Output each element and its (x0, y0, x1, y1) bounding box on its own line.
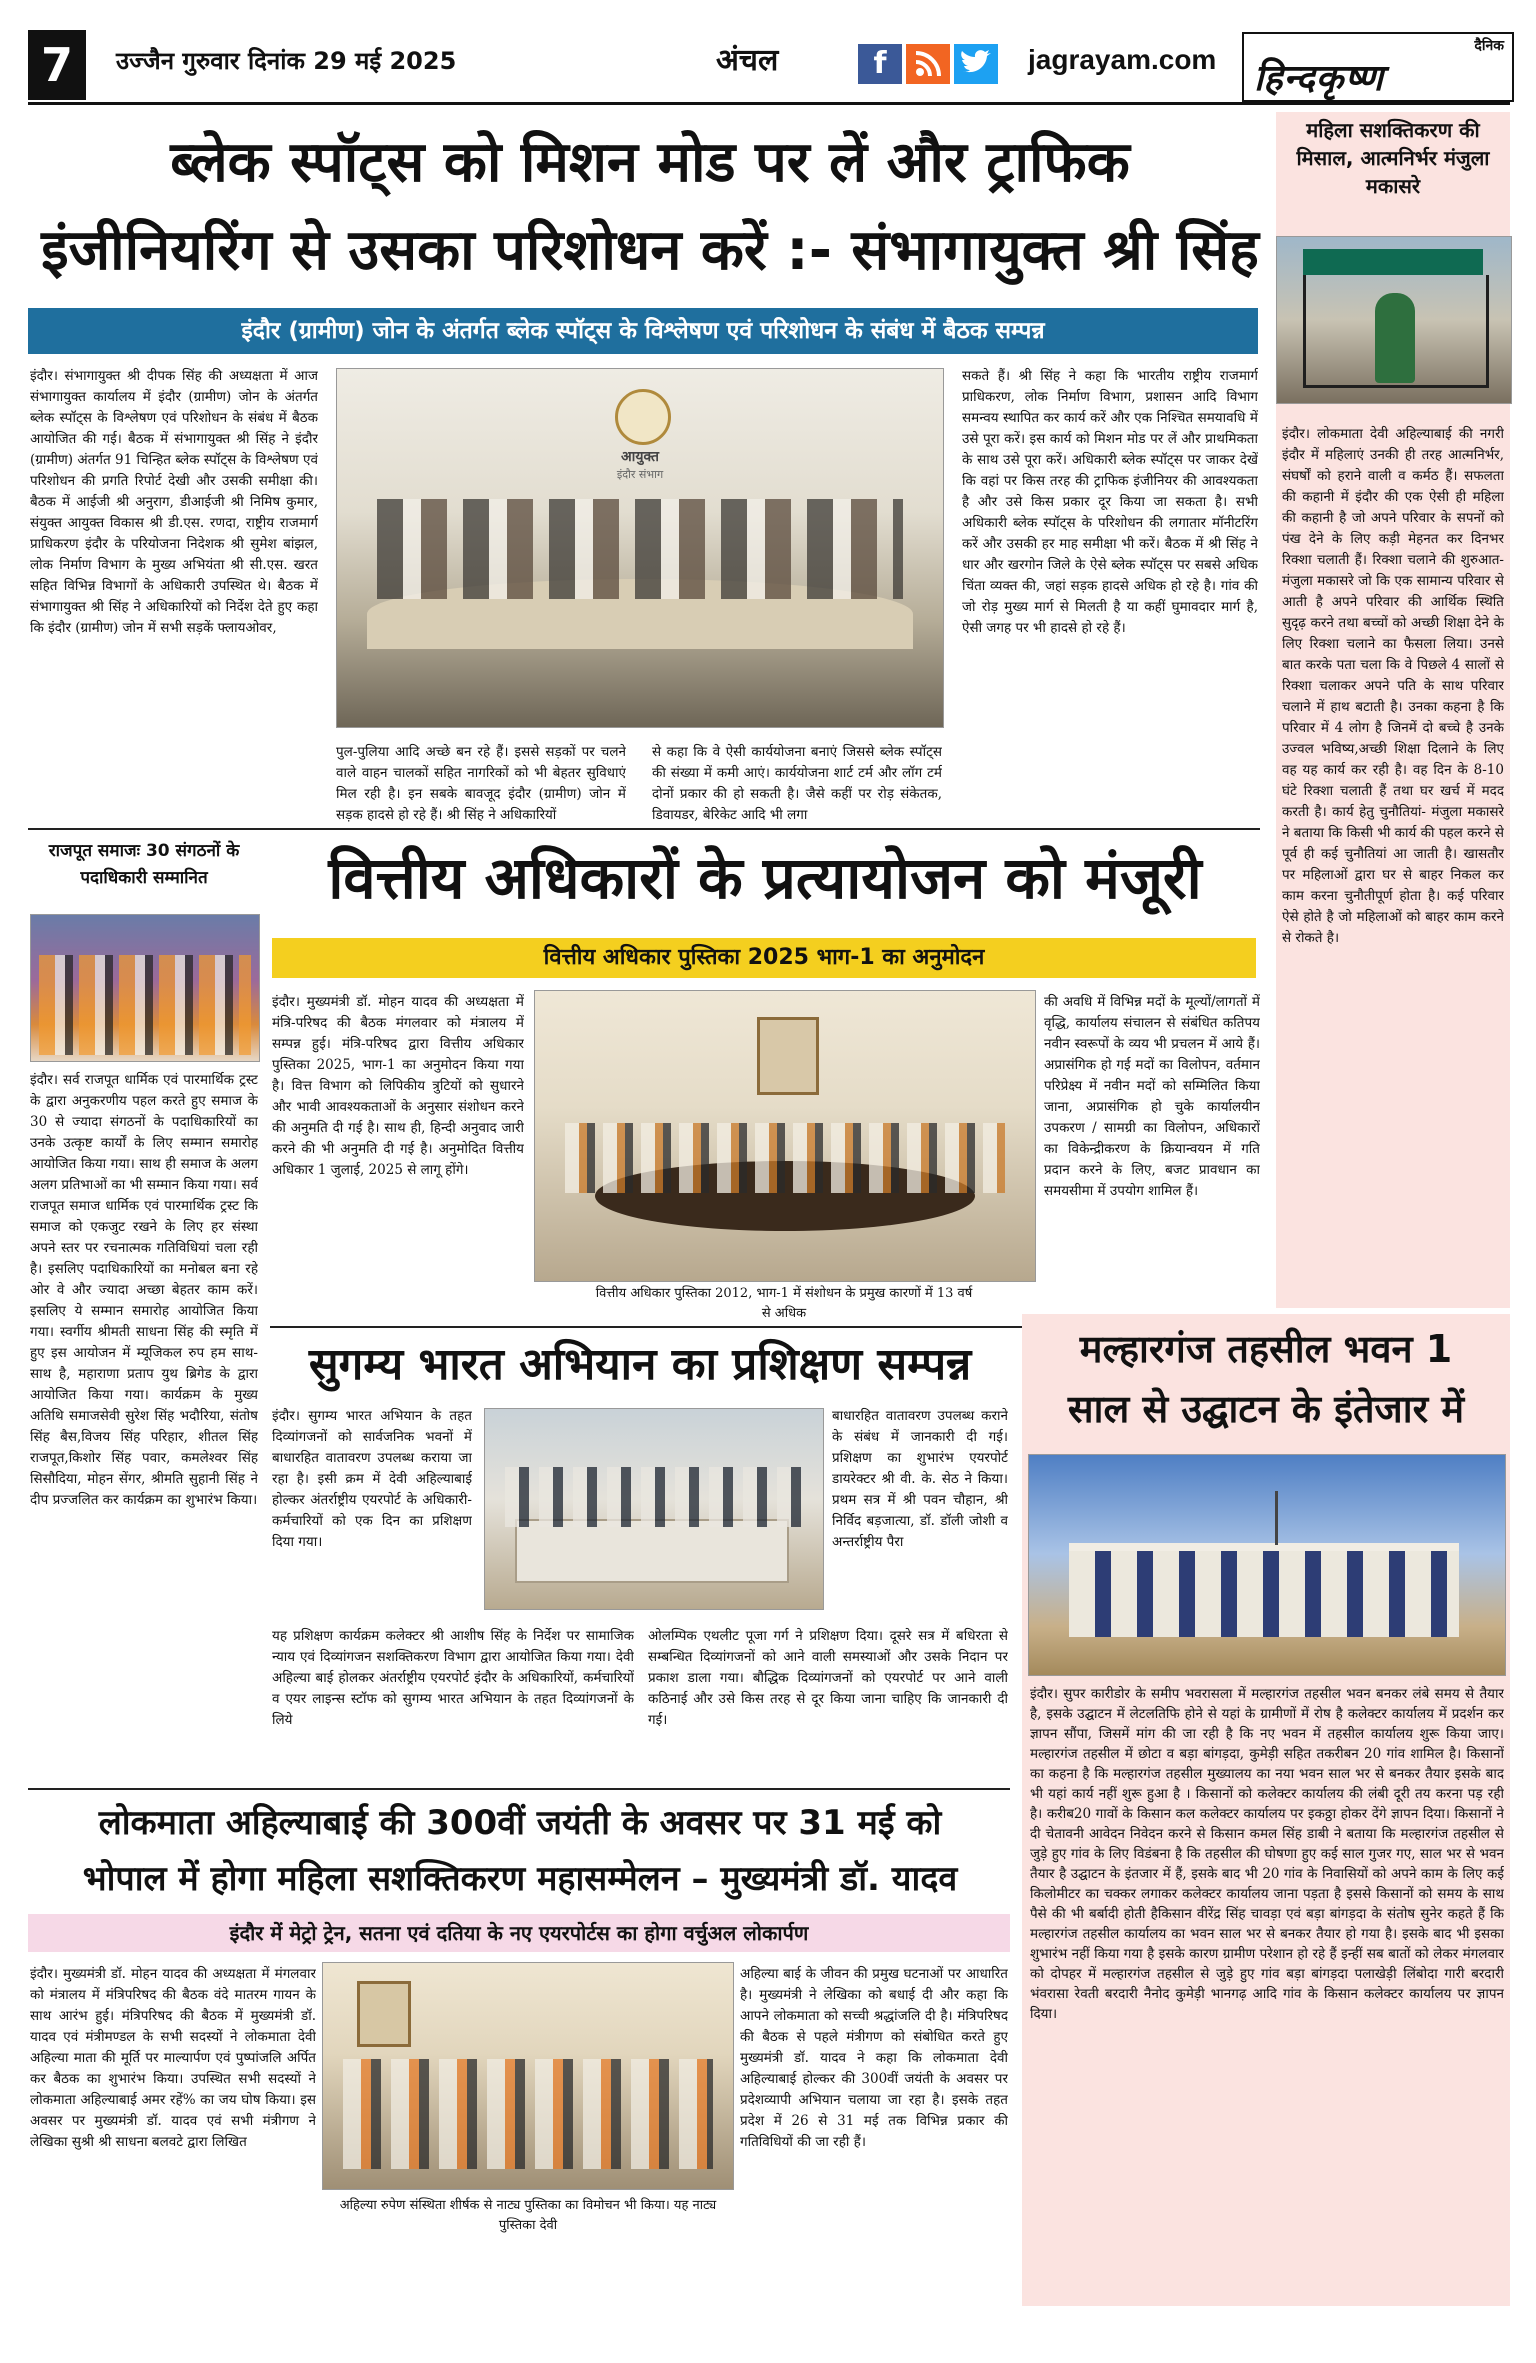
photo-sign: आयुक्त (621, 449, 659, 465)
finance-col-1: इंदौर। मुख्यमंत्री डॉ. मोहन यादव की अध्यक्षता में मंत्रि-परिषद की बैठक मंगलवार को मंत्रालय में सम्पन्न हुई। मंत्रि-परिषद द्वारा वित्तीय अधिकार पुस्तिका 2025, भाग-1 का अनुमोदन किया गया है। वित्त विभाग को लिपिकीय त्रुटियों को सुधारने और भावी आवश्यकताओं के अनुसार संशोधन करने की अनुमति दी गई है। साथ ही, हिन्दी अनुवाद जारी करने की भी अनुमति दी गई है। अनुमोदित वित्तीय अधिकार 1 जुलाई, 2025 से लागू होंगे। (272, 994, 524, 1178)
ahilya-headline-2: भोपाल में होगा महिला सशक्तिकरण महासम्मेलन – मुख्यमंत्री डॉ. यादव (82, 1859, 958, 1899)
facebook-icon[interactable]: f (858, 44, 902, 84)
emblem-icon (615, 389, 671, 445)
finance-subhead: वित्तीय अधिकार पुस्तिका 2025 भाग-1 का अनुमोदन (272, 938, 1256, 978)
lead-col-4: सकते हैं। श्री सिंह ने कहा कि भारतीय राष्ट्रीय राजमार्ग प्राधिकरण, लोक निर्माण विभाग, प्रशासन आदि विभाग समन्वय स्थापित कर कार्य करें और एक निश्चित समयावधि में उसे पूरा करें। इस कार्य को मिशन मोड पर लें और प्राथमिकता के साथ उसे पूरा करें। अधिकारी ब्लेक स्पॉट्स पर जाकर देखें कि वहां पर किस तरह की ट्राफिक इंजीनियर की आवश्यकता है और उसे किस प्रकार दूर किया जा सकता है। सभी अधिकारी ब्लेक स्पॉट्स के परिशोधन की लगातार मॉनीटरिंग करें और उसकी हर माह समीक्षा भी करें। बैठक में श्री सिंह ने धार और खरगोन जिले के ऐसे ब्लेक स्पॉट्स पर सबसे अधिक चिंता व्यक्त की, जहां सड़क हादसे अधिक हो रहे है। गांव की जो रोड़ मुख्य मार्ग से मिलती है या कहीं घुमावदार मार्ग है, ऐसी जगह पर भी हादसे हो रहे हैं। (962, 368, 1258, 636)
dateline: उज्जैन गुरुवार दिनांक 29 मई 2025 (116, 47, 457, 75)
flag-pole (1275, 1491, 1278, 1545)
sugamya-photo (484, 1408, 824, 1610)
section-name: अंचल (716, 43, 779, 78)
paper-logo-top: दैनिक (1474, 38, 1504, 54)
sugamya-headline: सुगम्य भारत अभियान का प्रशिक्षण सम्पन्न (308, 1339, 972, 1390)
rajput-body: इंदौर। सर्व राजपूत धार्मिक एवं पारमार्थिक ट्रस्ट के द्वारा अनुकरणीय पहल करते हुए समाज के 30 से ज्यादा संगठनों के पदाधिकारियों का उनके उत्कृष्ट कार्यों के लिए सम्मान समारोह आयोजित किया गया। साथ ही समाज के अलग अलग प्रतिभाओं का भी सम्मान किया गया। सर्व राजपूत समाज धार्मिक एवं पारमार्थिक ट्रस्ट कि समाज को एकजुट रखने के लिए हर संस्था अपने स्तर पर रचनात्मक गतिविधियां चला रही है। इसलिए पदाधिकारियों का मनोबल बना रहे ओर वे और ज्यादा अच्छा बेहतर काम करें। इसलिए ये सम्मान समारोह आयोजित किया गया। स्वर्गीय श्रीमती साधना सिंह की स्मृति में हुए इस आयोजन में म्यूजिकल रुप हम साथ-साथ है, महाराणा प्रताप युथ ब्रिगेड के द्वारा आयोजित किया गया। कार्यक्रम के मुख्य अतिथि समाजसेवी सुरेश सिंह भदौरिया, संतोष सिंह बैस,विजय सिंह परिहार, शीतल सिंह राजपूत,किशोर सिंह पवार, कमलेश्वर सिंह सिसौदिया, मोहन सेंगर, श्रीमति सुहानी सिंह ने दीप प्रज्जलित कर कार्यक्रम का शुभारंभ किया। (30, 1072, 258, 1508)
ahilya-people (343, 2059, 713, 2169)
ahilya-headline-1: लोकमाता अहिल्याबाई की 300वीं जयंती के अवसर पर 31 मई को (98, 1803, 942, 1843)
photo-sign-sub: इंदौर संभाग (616, 468, 664, 481)
finance-caption: वित्तीय अधिकार पुस्तिका 2012, भाग-1 में संशोधन के प्रमुख कारणों में 13 वर्ष से अधिक (595, 1286, 973, 1321)
sugamya-col-3: बाधारहित वातावरण उपलब्ध कराने के संबंध में जानकारी दी गई। प्रशिक्षण का शुभारंभ एयरपोर्ट डायरेक्टर श्री वी. के. सेठ ने किया। प्रथम सत्र में श्री पवन चौहान, श्री निर्विद बड़जात्या, डॉ. डॉली जोशी व अन्तर्राष्ट्रीय पैरा (832, 1408, 1008, 1550)
page-number: 7 (28, 30, 86, 100)
sidebar-women-title: महिला सशक्तिकरण की मिसाल, आत्मनिर्भर मंजुला मकासरे (1296, 118, 1490, 198)
malhar-body: इंदौर। सुपर कारीडोर के समीप भवरासला में मल्हारगंज तहसील भवन बनकर लंबे समय से तैयार है, इसके उद्घाटन में लेटलतिफि होने से यहां के ग्रामीणों में रोष है कलेक्टर कार्यालय में प्रदर्शन कर ज्ञापन सौंपा, जिसमें मांग की जा रही है कि नए भवन में तहसील कार्यालय शुरू किया जाए। मल्हारगंज तहसील में छोटा व बड़ा बांगड़दा, कुमेड़ी सहित तकरीबन 20 गांव शामिल है। किसानों का कहना है कि मल्हारगंज तहसील मुख्यालय का नया भवन साल भर से बनकर तैयार इसके बाद भी यहां कार्य नहीं शुरू हुआ है । किसानों को कलेक्टर कार्यालय की लंबी दूरी तय करना पड़ रही है। करीब20 गावों के किसान कल कलेक्टर कार्यालय पर इकठ्ठा होकर देंगे ज्ञापन दिया। किसानों ने दी चेतावनी आवेदन निवेदन करने से किसान कमल सिंह डाबी ने बताया कि मल्हारगंज तहसील से जुड़े हुए गांव के लिए विडंबना है कि तहसील की घोषणा हुए कई साल गुजर गए, साल भर से भवन तैयार है उद्घाटन के इंतजार में हैं, इसके बाद भी 20 गांव के निवासियों को अपने काम के लिए कई किलोमीटर का चक्कर लगाकर कलेक्टर कार्यालय जाना पड़ता है इससे किसानों को समय के साथ पैसे की भी बर्बादी होती हैकिसान वीरेंद्र सिंह चावड़ा एवं बड़ा बांगड़दा के संतोष सुनेर कहते हैं कि मल्हारगंज तहसील कार्यालय का भवन साल भर से बनकर तैयार हो गया है। इसके बाद भी इसका शुभारंभ नहीं किया गया है इसके कारण ग्रामीण परेशान हो रहे हैं इन्हीं सब बातों को लेकर मंगलवार को दोपहर में मल्हारगंज तहसील से जुड़े हुए गांव बड़ा बांगड़दा पलाखेड़ी लिंबोदा गारी बरदारी भंवरासा रेवती बरदारी नैनोद कुमेड़ी भानगढ़ आदि गांव के किसान कलेक्टर कार्यालय पर ज्ञापन दिया। (1030, 1686, 1504, 2022)
finance-photo (534, 990, 1036, 1282)
lead-col-1: इंदौर। संभागायुक्त श्री दीपक सिंह की अध्यक्षता में आज संभागायुक्त कार्यालय में इंदौर (ग्रामीण) जोन के अंतर्गत ब्लेक स्पॉट्स के विश्लेषण एवं परिशोधन के संबंध में बैठक आयोजित की गई। बैठक में संभागायुक्त श्री सिंह ने इंदौर (ग्रामीण) अंतर्गत 91 चिन्हित ब्लेक स्पॉट्स के विश्लेषण एवं परिशोधन की प्रगति रिपोर्ट देखी और उसकी समीक्षा की। बैठक में आईजी श्री अनुराग, डीआईजी श्री निमिष कुमार, संयुक्त आयुक्त विकास श्री डी.एस. रणदा, राष्ट्रीय राजमार्ग प्राधिकरण इंदौर के परियोजना निदेशक श्री सुमेश बांझल, लोक निर्माण विभाग के मुख्य अभियंता श्री सी.एस. खरत सहित विभिन्न विभागों के अधिकारी उपस्थित थे। बैठक में संभागायुक्त श्री सिंह ने अधिकारियों को निर्देश देते हुए कहा कि इंदौर (ग्रामीण) जोन में सभी सड़कें फ्लायओवर, (30, 368, 318, 636)
lead-photo (336, 368, 944, 728)
lead-headline-2: इंजीनियरिंग से उसका परिशोधन करें :- संभागायुक्त श्री सिंह (41, 218, 1259, 283)
malhar-box (1022, 1314, 1510, 2306)
sidebar-women (1276, 112, 1510, 1308)
divider (28, 1788, 1010, 1790)
tahsil-building (1069, 1543, 1459, 1637)
lead-subhead: इंदौर (ग्रामीण) जोन के अंतर्गत ब्लेक स्पॉट्स के विश्लेषण एवं परिशोधन के संबंध में बैठक सम्पन्न (28, 308, 1258, 354)
finance-col-3: की अवधि में विभिन्न मदों के मूल्यों/लागतों में वृद्धि, कार्यालय संचालन से संबंधित कतिपय नवीन स्वरूपों के व्यय भी प्रचलन में आये हैं। अप्रासंगिक हो गई मदों का विलोपन, वर्तमान परिप्रेक्ष्य में नवीन मदों को सम्मिलित किया जाना, अप्रासंगिक हो चुके कार्यालयीन उपकरण / सामग्री का विलोपन, अधिकारों का विकेन्द्रीकरण के क्रियान्वयन में गति प्रदान करने के लिए, बजट प्रावधान का समयसीमा में उपयोग शामिल हैं। (1044, 994, 1260, 1199)
portrait-frame (757, 1017, 819, 1095)
portrait-frame (357, 1981, 411, 2047)
lead-col-3: से कहा कि वे ऐसी कार्ययोजना बनाएं जिससे ब्लेक स्पॉट्स की संख्या में कमी आएं। कार्ययोजना शार्ट टर्म और लॉग टर्म दोनों प्रकार की हो सकती है। जैसे कहीं पर रोड़ संकेतक, डिवायडर, बेरिकेट आदि भी लगा (652, 744, 942, 823)
sugamya-col-1: इंदौर। सुगम्य भारत अभियान के तहत दिव्यांगजनों को सार्वजनिक भवनों में बाधारहित वातावरण उपलब्ध कराया जा रहा है। इसी क्रम में देवी अहिल्याबाई होल्कर अंतर्राष्ट्रीय एयरपोर्ट के अधिकारी-कर्मचारियों को एक दिन का प्रशिक्षण दिया गया। (272, 1408, 472, 1550)
training-people (505, 1467, 805, 1527)
meeting-people (377, 499, 903, 599)
sugamya-col-right-bottom: ओलम्पिक एथलीट पूजा गर्ग ने प्रशिक्षण दिया। दूसरे सत्र में बधिरता से सम्बन्धित दिव्यांगजनों को आने वाली समस्याओं और उसके निदान पर प्रकाश डाला गया। बौद्धिक दिव्यांगजनों को एयरपोर्ट पर आने वाली कठिनाई और उसे किस तरह से दूर किया जाना चाहिए कि जानकारी दी गई। (648, 1628, 1008, 1728)
rajput-people (39, 955, 251, 1055)
lead-col-2: पुल-पुलिया आदि अच्छे बन रहे हैं। इससे सड़कों पर चलने वाले वाहन चालकों सहित नागरिकों को भी बेहतर सुविधाएं मिल रही है। इन सबके बावजूद इंदौर (ग्रामीण) जोन में सड़क हादसे हो रहे हैं। श्री सिंह ने अधिकारियों (336, 744, 626, 823)
ahilya-col-3: अहिल्या बाई के जीवन की प्रमुख घटनाओं पर आधारित है। मुख्यमंत्री ने लेखिका को बधाई दी और कहा कि आपने लोकमाता को सच्ची श्रद्धांजलि दी है। मंत्रिपरिषद की बैठक से पहले मंत्रीगण को संबोधित करते हुए मुख्यमंत्री डॉ. यादव ने कहा कि लोकमाता देवी अहिल्याबाई होल्कर की 300वीं जयंती के अवसर पर प्रदेशव्यापी अभियान चलाया जा रहा है। इसके तहत प्रदेश में 26 से 31 मई तक विभिन्न प्रकार की गतिविधियों की जा रही हैं। (740, 1966, 1008, 2150)
malhar-photo (1028, 1454, 1506, 1676)
malhar-headline-1: मल्हारगंज तहसील भवन 1 (1079, 1327, 1453, 1371)
ahilya-caption: अहिल्या रुपेण संस्थिता शीर्षक से नाट्य पुस्तिका का विमोचन भी किया। यह नाट्य पुस्तिका देवी (339, 2198, 717, 2233)
ahilya-photo (322, 1962, 734, 2190)
paper-logo-name: हिन्दकृष्ण (1254, 58, 1384, 99)
ahilya-col-1: इंदौर। मुख्यमंत्री डॉ. मोहन यादव की अध्यक्षता में मंगलवार को मंत्रालय में मंत्रिपरिषद की बैठक वंदे मातरम गायन के साथ आरंभ हुई। मंत्रिपरिषद की बैठक में मुख्यमंत्री डॉ. यादव एवं मंत्रीमण्डल के सभी सदस्यों ने लोकमाता देवी अहिल्या माता की मूर्ति पर माल्यार्पण एवं पुष्पांजलि अर्पित कर बैठक का शुभारंभ किया। उपस्थित सभी सदस्यों ने लोकमाता अहिल्याबाई अमर रहें% का जय घोष किया। इस अवसर पर मुख्यमंत्री डॉ. यादव एवं सभी मंत्रीगण ने लेखिका सुश्री श्री साधना बलवटे द्वारा लिखित (30, 1966, 316, 2150)
twitter-icon[interactable] (954, 44, 998, 84)
sugamya-col-left-bottom: यह प्रशिक्षण कार्यक्रम कलेक्टर श्री आशीष सिंह के निर्देश पर सामाजिक न्याय एवं दिव्यांगजन सशक्तिकरण विभाग द्वारा आयोजित किया गया। देवी अहिल्या बाई होलकर अंतर्राष्ट्रीय एयरपोर्ट इंदौर के अधिकारियों, कर्मचारियों व एयर लाइन्स स्टॉफ को सुगम्य भारत अभियान के तहत दिव्यांगजनों के लिये (272, 1628, 634, 1728)
training-table (515, 1519, 789, 1583)
website[interactable]: jagrayam.com (1028, 44, 1217, 75)
malhar-headline-2: साल से उद्घाटन के इंतेजार में (1067, 1387, 1465, 1431)
divider (28, 828, 1260, 830)
paper-logo (1242, 32, 1514, 102)
masthead (28, 30, 1510, 105)
sidebar-women-body: इंदौर। लोकमाता देवी अहिल्याबाई की नगरी इंदौर में महिलाएं उनकी ही तरह आत्मनिर्भर, संघर्षों को हराने वाली व कर्मठ हैं। सफलता की कहानी में इंदौर की एक ऐसी ही महिला की कहानी है जो अपने परिवार के सपनों को पंख देने के लिए कड़ी मेहनत कर दिनभर रिक्शा चलाती हैं। रिक्शा चलाने की शुरुआत- मंजुला मकासरे जो कि एक सामान्य परिवार से आती है अपने परिवार की आर्थिक स्थिति सुदृढ़ करने तथा बच्चों को अच्छी शिक्षा देने के लिए रिक्शा चलाने का फैसला लिया। उनसे बात करके पता चला कि वे पिछले 4 सालों से रिक्शा चलाकर अपने पति के साथ परिवार चलाने में हाथ बटाती है। उनका कहना है कि परिवार में 4 लोग है जिनमें दो बच्चे है उनके उज्वल भविष्य,अच्छी शिक्षा दिलाने के लिए वह यह कार्य कर रही है। वह दिन के 8-10 घंटे रिक्शा चलाती हैं तथा घर खर्च में मदद करती है। कार्य हेतु चुनौतियां- मंजुला मकासरे ने बताया कि किसी भी कार्य की पहल करने से पूर्व ही कई चुनौतियां आ जाती है। खासतौर पर महिलाओं द्वारा घर से बाहर निकल कर काम करना चुनौतीपूर्ण होता है। कई परिवार ऐसे होते है जो महिलाओं को बाहर काम करने से रोकते है। (1282, 426, 1504, 946)
finance-headline: वित्तीय अधिकारों के प्रत्यायोजन को मंजूरी (328, 844, 1202, 912)
rickshaw-driver (1375, 293, 1415, 383)
lead-headline-1: ब्लेक स्पॉट्स को मिशन मोड पर लें और ट्राफिक (170, 130, 1130, 195)
rajput-photo (30, 914, 260, 1062)
rss-icon[interactable] (906, 44, 950, 84)
cabinet-people (565, 1123, 1005, 1193)
rajput-title: राजपूत समाजः 30 संगठनों के पदाधिकारी सम्मानित (48, 841, 240, 888)
rickshaw-roof (1303, 249, 1483, 275)
ahilya-subhead: इंदौर में मेट्रो ट्रेन, सतना एवं दतिया के नए एयरपोर्टस का होगा वर्चुअल लोकार्पण (28, 1914, 1010, 1952)
sidebar-women-photo (1276, 236, 1512, 404)
social-icons (858, 44, 1002, 84)
